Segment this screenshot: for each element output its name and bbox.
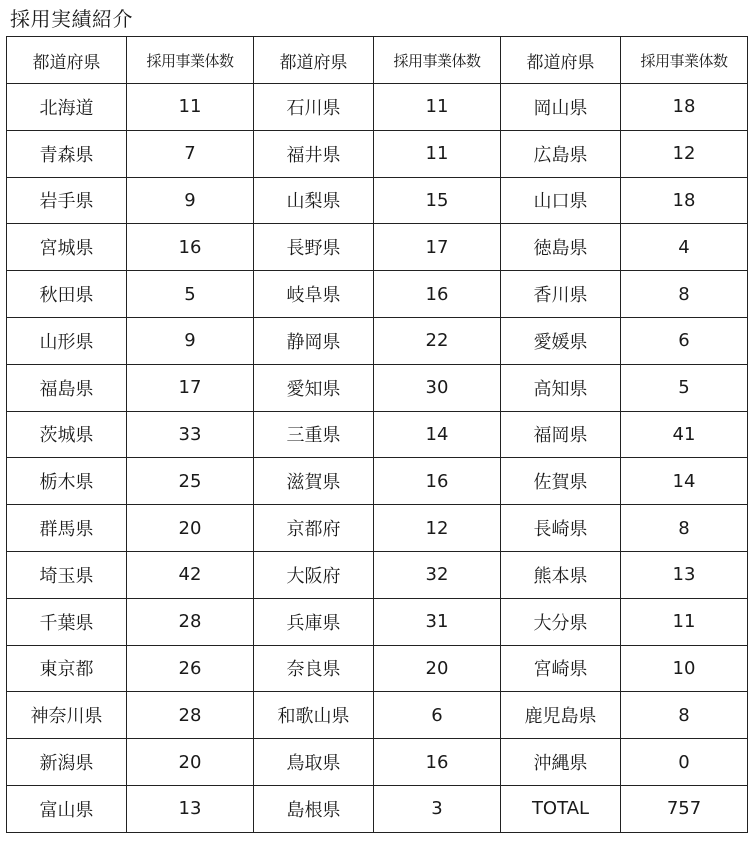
prefecture-cell: 長崎県 bbox=[501, 505, 621, 552]
prefecture-cell: 宮崎県 bbox=[501, 645, 621, 692]
prefecture-cell: 沖縄県 bbox=[501, 739, 621, 786]
prefecture-cell: 熊本県 bbox=[501, 551, 621, 598]
adopter-count-cell: 28 bbox=[127, 598, 254, 645]
prefecture-cell: 栃木県 bbox=[7, 458, 127, 505]
prefecture-cell: 山梨県 bbox=[254, 177, 374, 224]
adopter-count-cell: 20 bbox=[374, 645, 501, 692]
prefecture-cell: 群馬県 bbox=[7, 505, 127, 552]
prefecture-cell: 福岡県 bbox=[501, 411, 621, 458]
adopter-count-cell: 5 bbox=[127, 271, 254, 318]
prefecture-cell: 広島県 bbox=[501, 130, 621, 177]
adopter-count-cell: 11 bbox=[621, 598, 748, 645]
adopter-count-cell: 5 bbox=[621, 364, 748, 411]
prefecture-cell: 鳥取県 bbox=[254, 739, 374, 786]
adopter-count-cell: 30 bbox=[374, 364, 501, 411]
table-body bbox=[7, 84, 748, 833]
prefecture-cell: 高知県 bbox=[501, 364, 621, 411]
header-adopter-count: 採用事業体数 bbox=[621, 37, 748, 84]
prefecture-cell: 山形県 bbox=[7, 317, 127, 364]
adopter-count-cell: 14 bbox=[374, 411, 501, 458]
table-row bbox=[7, 551, 748, 598]
prefecture-cell: 静岡県 bbox=[254, 317, 374, 364]
adopter-count-cell: 16 bbox=[374, 739, 501, 786]
adopter-count-cell: 17 bbox=[127, 364, 254, 411]
adopter-count-cell: 4 bbox=[621, 224, 748, 271]
prefecture-cell: TOTAL bbox=[501, 785, 621, 832]
table-header bbox=[7, 37, 748, 84]
prefecture-cell: 長野県 bbox=[254, 224, 374, 271]
adopter-count-cell: 8 bbox=[621, 692, 748, 739]
adopter-count-cell: 32 bbox=[374, 551, 501, 598]
prefecture-cell: 佐賀県 bbox=[501, 458, 621, 505]
adopter-count-cell: 16 bbox=[127, 224, 254, 271]
table-row bbox=[7, 411, 748, 458]
prefecture-cell: 滋賀県 bbox=[254, 458, 374, 505]
adopter-count-cell: 11 bbox=[374, 84, 501, 131]
prefecture-cell: 大阪府 bbox=[254, 551, 374, 598]
prefecture-cell: 京都府 bbox=[254, 505, 374, 552]
prefecture-cell: 鹿児島県 bbox=[501, 692, 621, 739]
header-prefecture: 都道府県 bbox=[7, 37, 127, 84]
header-adopter-count: 採用事業体数 bbox=[127, 37, 254, 84]
adopter-count-cell: 8 bbox=[621, 505, 748, 552]
table-row bbox=[7, 177, 748, 224]
prefecture-cell: 奈良県 bbox=[254, 645, 374, 692]
table-row bbox=[7, 130, 748, 177]
adopter-count-cell: 11 bbox=[127, 84, 254, 131]
adopter-count-cell: 16 bbox=[374, 458, 501, 505]
prefecture-cell: 山口県 bbox=[501, 177, 621, 224]
adopter-count-cell: 28 bbox=[127, 692, 254, 739]
prefecture-cell: 徳島県 bbox=[501, 224, 621, 271]
table-row bbox=[7, 458, 748, 505]
prefecture-cell: 岡山県 bbox=[501, 84, 621, 131]
prefecture-cell: 茨城県 bbox=[7, 411, 127, 458]
adopter-count-cell: 22 bbox=[374, 317, 501, 364]
table-row bbox=[7, 739, 748, 786]
adopter-count-cell: 17 bbox=[374, 224, 501, 271]
adopter-count-cell: 14 bbox=[621, 458, 748, 505]
adopter-count-cell: 7 bbox=[127, 130, 254, 177]
adopter-count-cell: 13 bbox=[127, 785, 254, 832]
adopter-count-cell: 16 bbox=[374, 271, 501, 318]
prefecture-cell: 東京都 bbox=[7, 645, 127, 692]
prefecture-cell: 千葉県 bbox=[7, 598, 127, 645]
adopter-count-cell: 6 bbox=[374, 692, 501, 739]
table-row bbox=[7, 224, 748, 271]
adopter-count-cell: 9 bbox=[127, 177, 254, 224]
header-adopter-count: 採用事業体数 bbox=[374, 37, 501, 84]
header-prefecture: 都道府県 bbox=[254, 37, 374, 84]
prefecture-cell: 宮城県 bbox=[7, 224, 127, 271]
adopter-count-cell: 6 bbox=[621, 317, 748, 364]
table-row bbox=[7, 645, 748, 692]
prefecture-cell: 埼玉県 bbox=[7, 551, 127, 598]
adopter-count-cell: 26 bbox=[127, 645, 254, 692]
adopter-count-cell: 12 bbox=[374, 505, 501, 552]
prefecture-cell: 福島県 bbox=[7, 364, 127, 411]
prefecture-cell: 三重県 bbox=[254, 411, 374, 458]
adopter-count-cell: 10 bbox=[621, 645, 748, 692]
prefecture-cell: 福井県 bbox=[254, 130, 374, 177]
prefecture-cell: 愛知県 bbox=[254, 364, 374, 411]
adopter-count-cell: 20 bbox=[127, 505, 254, 552]
prefecture-cell: 秋田県 bbox=[7, 271, 127, 318]
table-row bbox=[7, 84, 748, 131]
prefecture-cell: 北海道 bbox=[7, 84, 127, 131]
adopter-count-cell: 12 bbox=[621, 130, 748, 177]
adopter-count-cell: 20 bbox=[127, 739, 254, 786]
prefecture-cell: 神奈川県 bbox=[7, 692, 127, 739]
adopter-count-cell: 25 bbox=[127, 458, 254, 505]
prefecture-cell: 香川県 bbox=[501, 271, 621, 318]
table-row bbox=[7, 692, 748, 739]
prefecture-cell: 愛媛県 bbox=[501, 317, 621, 364]
page-title: 採用実績紹介 bbox=[10, 7, 133, 31]
prefecture-cell: 青森県 bbox=[7, 130, 127, 177]
table-row bbox=[7, 364, 748, 411]
prefecture-cell: 富山県 bbox=[7, 785, 127, 832]
adopter-count-cell: 42 bbox=[127, 551, 254, 598]
prefecture-cell: 岩手県 bbox=[7, 177, 127, 224]
adopter-count-cell: 15 bbox=[374, 177, 501, 224]
adopter-count-cell: 9 bbox=[127, 317, 254, 364]
adopter-count-cell: 0 bbox=[621, 739, 748, 786]
header-row bbox=[7, 37, 748, 84]
prefecture-cell: 和歌山県 bbox=[254, 692, 374, 739]
table-row bbox=[7, 785, 748, 832]
table-row bbox=[7, 598, 748, 645]
adopter-count-cell: 757 bbox=[621, 785, 748, 832]
adopter-count-cell: 31 bbox=[374, 598, 501, 645]
adopter-count-cell: 41 bbox=[621, 411, 748, 458]
adopter-count-cell: 3 bbox=[374, 785, 501, 832]
table-row bbox=[7, 317, 748, 364]
header-prefecture: 都道府県 bbox=[501, 37, 621, 84]
prefecture-cell: 岐阜県 bbox=[254, 271, 374, 318]
adopter-count-cell: 18 bbox=[621, 177, 748, 224]
prefecture-cell: 大分県 bbox=[501, 598, 621, 645]
adopter-count-cell: 18 bbox=[621, 84, 748, 131]
prefecture-cell: 兵庫県 bbox=[254, 598, 374, 645]
prefecture-cell: 石川県 bbox=[254, 84, 374, 131]
table-row bbox=[7, 271, 748, 318]
adopter-count-cell: 11 bbox=[374, 130, 501, 177]
table-row bbox=[7, 505, 748, 552]
adopter-count-cell: 13 bbox=[621, 551, 748, 598]
adopter-count-cell: 8 bbox=[621, 271, 748, 318]
adopter-count-cell: 33 bbox=[127, 411, 254, 458]
prefecture-cell: 新潟県 bbox=[7, 739, 127, 786]
adoption-results-table bbox=[6, 36, 748, 833]
prefecture-cell: 島根県 bbox=[254, 785, 374, 832]
